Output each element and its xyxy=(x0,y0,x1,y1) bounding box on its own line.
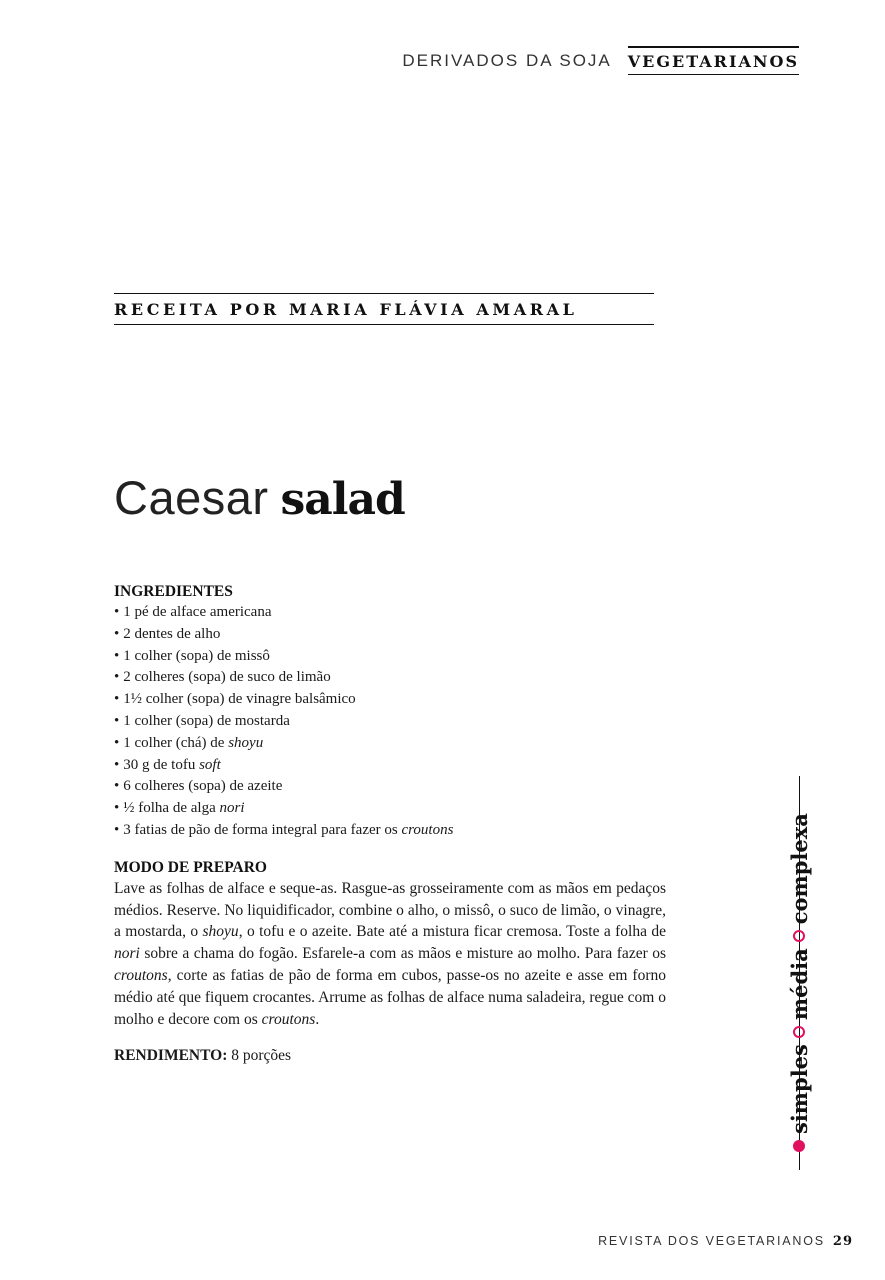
page-header xyxy=(402,46,799,75)
ingredients-list xyxy=(114,602,666,842)
ingredient-text: 1 colher (sopa) de mostarda xyxy=(123,712,290,729)
ingredient-item xyxy=(114,776,666,798)
recipe-title xyxy=(114,470,405,530)
empty-circle-icon xyxy=(793,930,805,942)
ingredient-italic: croutons xyxy=(401,821,454,838)
bullet-icon: • xyxy=(114,821,120,838)
difficulty-label-simples: simples xyxy=(786,1044,812,1134)
bullet-icon: • xyxy=(114,647,120,664)
filled-circle-icon xyxy=(793,1140,805,1152)
preparation-segment: , corte as fatias de pão de forma em cubos, passe-os no azeite e asse em forno médio até que fiquem crocantes. Arrume as folhas de alface numa saladeira, regue com o molho e decore com os xyxy=(114,966,666,1028)
preparation-segment: . xyxy=(315,1010,320,1028)
recipe-byline: RECEITA POR MARIA FLÁVIA AMARAL xyxy=(114,293,654,325)
preparation-italic: croutons xyxy=(261,1010,316,1028)
bullet-icon: • xyxy=(114,625,120,642)
difficulty-levels xyxy=(781,758,817,1152)
ingredient-text: 1 pé de alface americana xyxy=(123,604,272,620)
preparation-text xyxy=(114,878,666,1031)
title-bold-word: salad xyxy=(280,474,405,525)
ingredient-item xyxy=(114,755,666,777)
yield-line xyxy=(114,1046,666,1066)
preparation-segment: , o tofu e o azeite. Bate até a mistura ficar cremosa. Toste a folha de xyxy=(238,923,667,941)
difficulty-label-média: média xyxy=(786,948,812,1021)
magazine-name: REVISTA DOS VEGETARIANOS xyxy=(598,1234,825,1248)
ingredient-item xyxy=(114,711,666,733)
ingredient-item xyxy=(114,733,666,755)
bullet-icon: • xyxy=(114,604,120,620)
preparation-segment: sobre a chama do fogão. Esfarele-a com as mãos e misture ao molho. Para fazer os xyxy=(139,945,666,963)
yield-label: RENDIMENTO: xyxy=(114,1047,228,1065)
page-number: 29 xyxy=(832,1234,853,1249)
ingredient-text: ½ folha de alga xyxy=(123,800,220,817)
ingredients-heading: INGREDIENTES xyxy=(114,583,233,600)
bullet-icon: • xyxy=(114,669,120,686)
difficulty-label-complexa: complexa xyxy=(786,813,812,925)
preparation-italic: nori xyxy=(114,945,140,963)
ingredient-text: 3 fatias de pão de forma integral para fazer os xyxy=(123,821,402,838)
ingredient-item xyxy=(114,646,666,668)
bullet-icon: • xyxy=(114,712,120,729)
recipe-content xyxy=(114,582,666,1066)
preparation-italic: croutons xyxy=(114,966,168,984)
ingredient-text: 1 colher (sopa) de missô xyxy=(123,647,270,664)
bullet-icon: • xyxy=(114,778,120,795)
preparation-segment: Lave as folhas de alface e seque-as. Rasgue-as grosseiramente com as mãos em pedaços médios. Reserve. No liquidificador, combine o alho, o missô, o suco de limão, o vinagre, a mostarda, o xyxy=(114,879,666,941)
ingredient-text: 1 colher (chá) de xyxy=(123,734,229,751)
bullet-icon: • xyxy=(114,756,120,773)
title-light-word: Caesar xyxy=(114,471,269,524)
yield-value: 8 porções xyxy=(231,1047,292,1065)
ingredient-item xyxy=(114,798,666,820)
ingredient-text: 2 colheres (sopa) de suco de limão xyxy=(123,669,331,686)
ingredient-item xyxy=(114,602,666,624)
page-footer xyxy=(598,1234,853,1249)
ingredient-item xyxy=(114,667,666,689)
ingredient-italic: soft xyxy=(199,756,221,773)
bullet-icon: • xyxy=(114,800,120,817)
bullet-icon: • xyxy=(114,691,120,708)
preparation-heading: MODO DE PREPARO xyxy=(114,858,267,876)
ingredient-item xyxy=(114,820,666,842)
category-label: VEGETARIANOS xyxy=(628,46,799,75)
ingredient-text: 30 g de tofu xyxy=(123,756,200,773)
ingredient-text: 6 colheres (sopa) de azeite xyxy=(123,778,283,795)
ingredient-italic: shoyu xyxy=(228,734,264,751)
preparation-italic: shoyu xyxy=(202,923,239,941)
difficulty-scale xyxy=(763,776,812,1170)
ingredient-text: 1½ colher (sopa) de vinagre balsâmico xyxy=(123,691,356,708)
bullet-icon: • xyxy=(114,734,120,751)
section-label: DERIVADOS DA SOJA xyxy=(402,50,612,70)
ingredient-italic: nori xyxy=(219,800,245,817)
ingredient-text: 2 dentes de alho xyxy=(123,625,221,642)
empty-circle-icon xyxy=(793,1026,805,1038)
ingredient-item xyxy=(114,689,666,711)
ingredient-item xyxy=(114,624,666,646)
